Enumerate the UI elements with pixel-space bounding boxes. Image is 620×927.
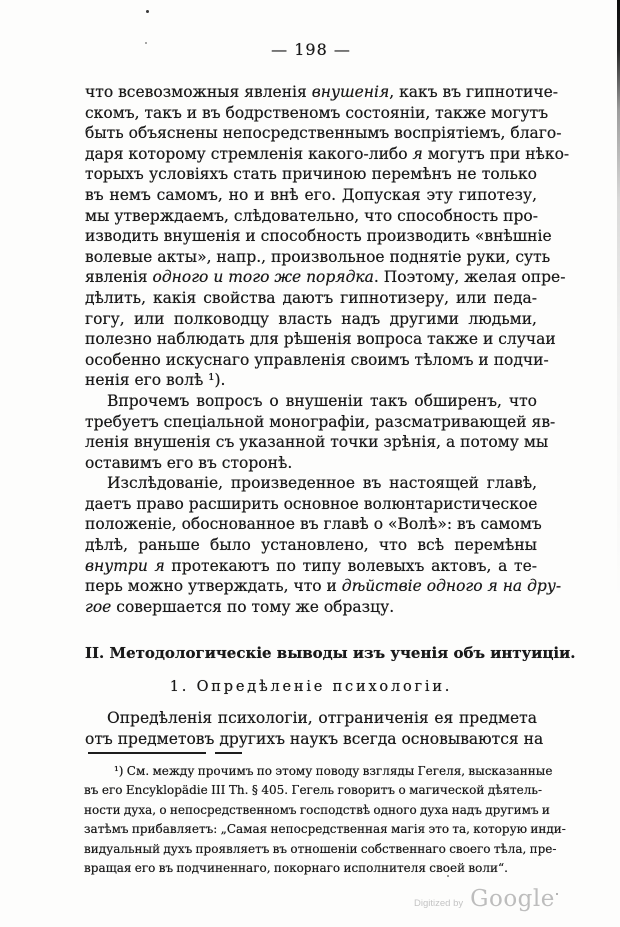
- text-run: дѣлѣ, раньше было установлено, что всѣ перемѣны: [85, 536, 537, 555]
- text-line: [85, 708, 537, 729]
- text-run: вращая его въ подчиненнаго, покорнаго исполнителя своей воли“.: [84, 861, 508, 876]
- text-line: [85, 206, 537, 227]
- text-run: Изслѣдованіе, произведенное въ настоящей главѣ,: [107, 474, 537, 493]
- text-run: быть объяснены непосредственнымъ воспріятіемъ, благо-: [85, 124, 562, 143]
- italic-text-run: дѣйствіе одного я на дру-: [341, 577, 562, 596]
- text-line: [85, 288, 537, 309]
- text-run: Впрочемъ вопросъ о внушеніи такъ обширенъ, что: [107, 391, 537, 410]
- paragraph: [85, 391, 556, 473]
- text-line: [84, 820, 566, 839]
- text-run: затѣмъ прибавляетъ: „Самая непосредственная магія это та, которую инди-: [84, 822, 566, 837]
- text-line: [85, 453, 537, 474]
- text-line: [85, 535, 537, 556]
- text-run: . Поэтому, желая опре-: [373, 268, 566, 287]
- text-line: [85, 597, 537, 618]
- text-line: [85, 144, 570, 165]
- text-line: [85, 123, 562, 144]
- text-line: [84, 781, 542, 800]
- text-line: [84, 840, 557, 859]
- text-run: скомъ, такъ и въ бодрственомъ состояніи, также могутъ: [85, 103, 549, 122]
- text-run: ненія его волѣ ¹).: [85, 371, 226, 390]
- text-line: [85, 473, 537, 494]
- text-line: [85, 164, 537, 185]
- text-run: могутъ при нѣко-: [422, 144, 570, 163]
- text-run: видуальный духъ проявляетъ въ отношеніи собственнаго своего тѣла, пре-: [84, 841, 557, 856]
- text-line: [85, 309, 537, 330]
- text-line: [85, 226, 552, 247]
- text-line: [85, 556, 537, 577]
- text-run: отъ предметовъ другихъ наукъ всегда основываются на: [85, 730, 544, 749]
- dust-speck: [146, 10, 149, 13]
- italic-text-run: внушенія: [311, 83, 390, 101]
- text-run: оставимъ его въ сторонѣ.: [85, 453, 293, 472]
- text-run: изводить внушенія и способность производить «внѣшніе: [85, 227, 552, 246]
- text-run: въ его Encyklopädie III Th. § 405. Гегель говоритъ о магической дѣятель-: [84, 783, 542, 798]
- text-line: [84, 762, 553, 781]
- footnote-rule-short-segment: [215, 752, 242, 754]
- text-line: [85, 412, 556, 433]
- page-number: — 198 —: [271, 40, 351, 59]
- text-line: [85, 729, 544, 750]
- text-run: мы утверждаемъ, слѣдовательно, что способность про-: [85, 206, 538, 225]
- paragraph: [85, 473, 562, 617]
- text-run: перь можно утверждать, что и: [85, 577, 342, 596]
- text-line: [85, 514, 542, 535]
- watermark: [414, 886, 555, 912]
- google-logo: Google: [470, 886, 555, 912]
- text-line: [84, 801, 550, 820]
- footnote-rule-long-segment: [88, 752, 206, 754]
- text-line: [85, 185, 537, 206]
- text-run: протекаютъ по типу волевыхъ актовъ, а те-: [164, 556, 537, 575]
- text-run: положеніе, обоснованное въ главѣ о «Волѣ»: въ самомъ: [85, 515, 542, 534]
- text-line: [85, 329, 556, 350]
- dust-speck: [556, 893, 558, 895]
- text-run: въ немъ самомъ, но и внѣ его. Допуская эту гипотезу,: [85, 185, 537, 204]
- text-run: торыхъ условіяхъ стать причиною перемѣнъ не только: [85, 165, 537, 184]
- text-run: гогу, или полководцу власть надъ другими людьми,: [85, 309, 537, 328]
- main-text: [85, 82, 576, 750]
- footnote-text: [84, 762, 566, 878]
- text-line: [85, 391, 537, 412]
- text-line: [85, 350, 549, 371]
- italic-text-run: гое: [85, 597, 112, 616]
- italic-text-run: я: [412, 144, 423, 163]
- text-run: требуетъ спеціальной монографіи, разсматривающей яв-: [85, 412, 556, 431]
- text-run: полезно наблюдать для рѣшенія вопроса также и случаи: [85, 330, 556, 349]
- footnote-rule: [88, 752, 242, 754]
- text-run: даетъ право расширить основное волюнтаристическое: [85, 494, 538, 513]
- text-line: [85, 370, 537, 391]
- text-run: что всевозможныя явленія: [85, 83, 312, 101]
- subsection-heading: 1. Опредѣленіе психологіи.: [169, 679, 453, 696]
- text-run: даря которому стремленія какого-либо: [85, 144, 413, 163]
- text-line: [85, 103, 549, 124]
- text-run: ленія внушенія съ указанной точки зрѣнія, а потому мы: [85, 433, 549, 452]
- text-run: волевые акты», напр., произвольное поднятіе руки, суть: [85, 247, 551, 266]
- watermark-prefix: Digitized by: [414, 898, 464, 909]
- dust-speck: [145, 42, 147, 44]
- text-run: ¹) См. между прочимъ по этому поводу взгляды Гегеля, высказанные: [114, 764, 553, 778]
- text-line: [85, 267, 566, 288]
- text-run: особенно искуснаго управленія своимъ тѣломъ и подчи-: [85, 350, 549, 369]
- italic-text-run: внутри я: [85, 556, 165, 575]
- section-heading: II. Методологическіе выводы изъ ученія объ интуиціи.: [85, 644, 576, 663]
- text-run: явленія: [85, 268, 153, 287]
- text-run: , какъ въ гипнотиче-: [389, 83, 559, 101]
- text-run: Опредѣленія психологіи, отграниченія ея предмета: [107, 709, 537, 728]
- paragraph: [85, 82, 570, 391]
- text-line: [84, 859, 542, 878]
- dust-speck: [447, 875, 449, 877]
- text-line: [85, 247, 551, 268]
- text-run: ности духа, о непосредственномъ господствѣ одного духа надъ другимъ и: [84, 802, 550, 817]
- paragraph: [85, 708, 544, 749]
- text-line: [85, 576, 562, 597]
- italic-text-run: одного и того же порядка: [152, 268, 374, 287]
- text-run: дѣлить, какія свойства даютъ гипнотизеру, или педа-: [85, 288, 537, 307]
- text-line: [85, 82, 559, 103]
- text-run: совершается по тому же образцу.: [111, 597, 395, 616]
- text-line: [85, 432, 549, 453]
- text-line: [85, 494, 537, 515]
